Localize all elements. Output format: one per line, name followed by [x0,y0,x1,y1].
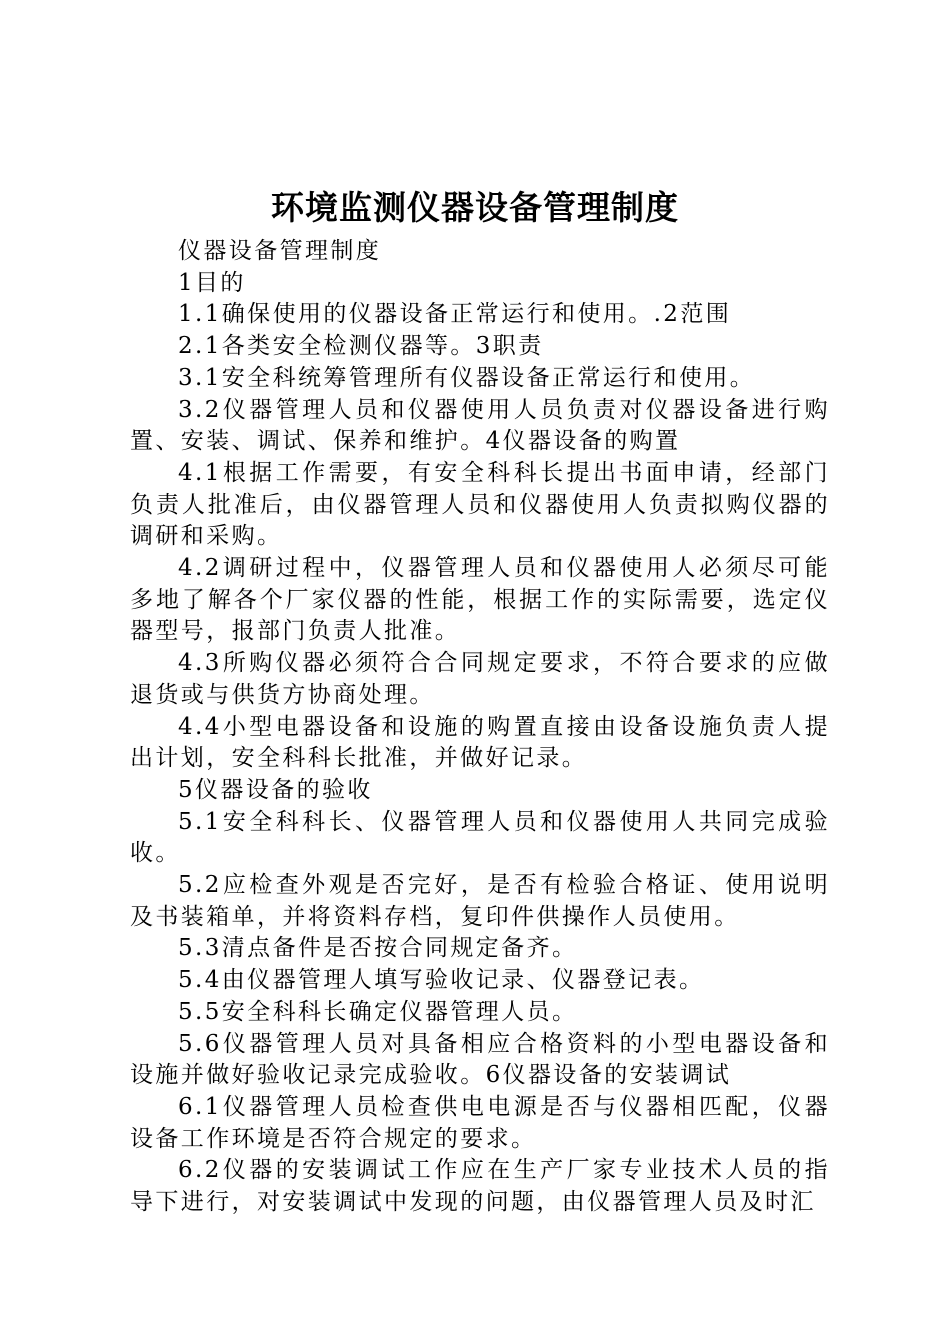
paragraph: 5.5安全科科长确定仪器管理人员。 [178,998,578,1025]
paragraph: 2.1各类安全检测仪器等。3职责 [178,333,544,360]
paragraph: 仪器设备管理制度 [178,238,382,264]
paragraph: 5.1安全科科长、仪器管理人员和仪器使用人共同完成验收。 [130,808,830,867]
paragraph: 1.1确保使用的仪器设备正常运行和使用。.2范围 [178,301,732,328]
paragraph: 4.4小型电器设备和设施的购置直接由设备设施负责人提出计划，安全科科长批准，并做好记录。 [130,713,830,772]
paragraph: 4.3所购仪器必须符合合同规定要求，不符合要求的应做退货或与供货方协商处理。 [130,650,830,708]
paragraph: 5.6仪器管理人员对具备相应合格资料的小型电器设备和设施并做好验收记录完成验收。6仪器设备的安装调试 [130,1030,830,1089]
paragraph: 6.1仪器管理人员检查供电电源是否与仪器相匹配，仪器设备工作环境是否符合规定的要求。 [130,1093,830,1152]
paragraph: 4.2调研过程中，仪器管理人员和仪器使用人必须尽可能多地了解各个厂家仪器的性能，根据工作的实际需要，选定仪器型号，报部门负责人批准。 [130,555,830,645]
paragraph: 5仪器设备的验收 [178,776,373,803]
paragraph: 5.3清点备件是否按合同规定备齐。 [178,935,578,962]
paragraph: 1目的 [178,269,246,296]
paragraph: 3.1安全科统筹管理所有仪器设备正常运行和使用。 [178,364,756,391]
paragraph: 6.2仪器的安装调试工作应在生产厂家专业技术人员的指导下进行，对安装调试中发现的问题，由仪器管理人员及时汇 [130,1157,830,1216]
document-title: 环境监测仪器设备管理制度 [271,188,679,227]
paragraph: 5.2应检查外观是否完好，是否有检验合格证、使用说明及书装箱单，并将资料存档，复印件供操作人员使用。 [130,872,830,930]
paragraph: 4.1根据工作需要，有安全科科长提出书面申请，经部门负责人批准后，由仪器管理人员和仪器使用人负责拟购仪器的调研和采购。 [130,459,830,550]
paragraph: 3.2仪器管理人员和仪器使用人员负责对仪器设备进行购置、安装、调试、保养和维护。4仪器设备的购置 [130,396,830,455]
paragraph: 5.4由仪器管理人填写验收记录、仪器登记表。 [178,967,705,994]
document-body [130,236,830,1219]
